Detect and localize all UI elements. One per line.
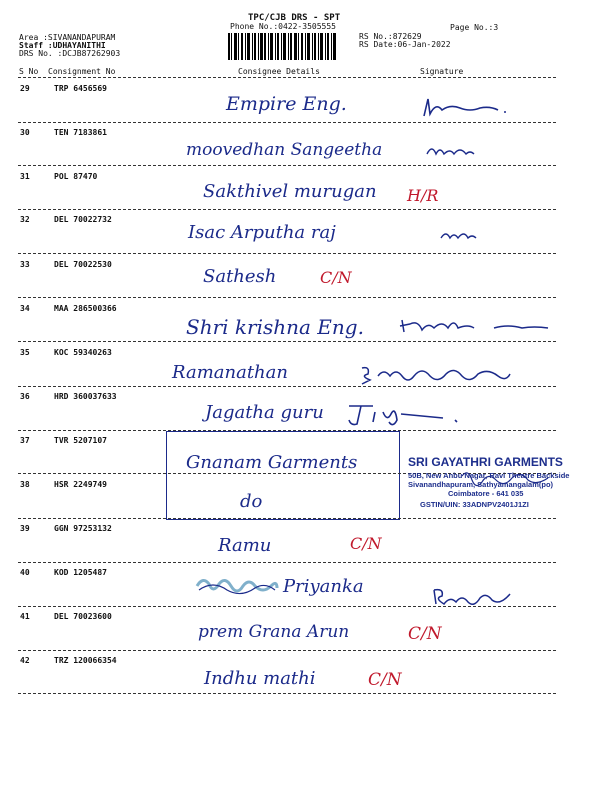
rs-number: RS No.:872629 (359, 32, 422, 41)
divider (18, 562, 556, 563)
divider (18, 650, 556, 651)
row-sno: 40 (20, 568, 30, 577)
divider (18, 165, 556, 166)
row-sno: 38 (20, 480, 30, 489)
delivery-note: C/N (320, 268, 352, 287)
row-consignment: KOD 1205487 (54, 568, 107, 577)
row-consignee: do (240, 491, 263, 512)
staff-label: Staff :UDHAYANITHI (19, 41, 106, 50)
barcode-icon (228, 33, 336, 60)
row-sno: 36 (20, 392, 30, 401)
divider (18, 386, 556, 387)
row-consignment: TEN 7183861 (54, 128, 107, 137)
row-sno: 30 (20, 128, 30, 137)
row-consignee: Priyanka (283, 576, 364, 597)
row-consignee: Ramanathan (172, 362, 288, 383)
divider (18, 253, 556, 254)
divider (18, 209, 556, 210)
row-consignment: GGN 97253132 (54, 524, 112, 533)
divider (18, 77, 556, 78)
signature-icon (424, 142, 476, 160)
row-consignment: DEL 70022530 (54, 260, 112, 269)
signature-icon (398, 316, 550, 336)
signature-icon (420, 96, 510, 118)
stamp-address-line3: Coimbatore - 641 035 (448, 489, 524, 498)
signature-icon (458, 466, 552, 492)
divider (18, 518, 556, 519)
signature-icon (430, 586, 516, 608)
signature-icon (343, 402, 463, 428)
rs-date: RS Date:06-Jan-2022 (359, 40, 451, 49)
document-title: TPC/CJB DRS - SPT (248, 13, 341, 23)
row-sno: 37 (20, 436, 30, 445)
row-sno: 39 (20, 524, 30, 533)
row-consignee: moovedhan Sangeetha (186, 140, 383, 160)
col-consignment: Consignment No (48, 67, 116, 76)
delivery-note: C/N (408, 624, 442, 644)
delivery-note: C/N (350, 534, 382, 553)
delivery-note: H/R (407, 186, 439, 205)
row-consignment: TRP 6456569 (54, 84, 107, 93)
row-sno: 33 (20, 260, 30, 269)
row-consignee: Jagatha guru (205, 402, 324, 423)
col-consignee: Consignee Details (238, 67, 320, 76)
col-sno: S No (19, 67, 39, 76)
drs-number: DRS No. :DCJB87262903 (19, 49, 121, 58)
row-consignment: TRZ 120066354 (54, 656, 117, 665)
row-consignment: TVR 5207107 (54, 436, 107, 445)
stamp-name: SRI GAYATHRI GARMENTS (408, 455, 563, 469)
row-consignment: DEL 70022732 (54, 215, 112, 224)
row-consignee: Isac Arputha raj (188, 222, 336, 243)
col-signature: Signature (420, 67, 464, 76)
phone-number: Phone No.:0422-3505555 (230, 22, 336, 31)
row-consignee: Sakthivel murugan (203, 181, 377, 202)
row-consignee: Empire Eng. (226, 93, 347, 115)
row-consignment: POL 87470 (54, 172, 98, 181)
row-sno: 42 (20, 656, 30, 665)
row-sno: 35 (20, 348, 30, 357)
row-consignment: DEL 70023600 (54, 612, 112, 621)
signature-icon (358, 364, 514, 386)
row-consignee: Gnanam Garments (186, 452, 358, 473)
row-consignee: Sathesh (203, 266, 277, 287)
row-consignee: Indhu mathi (204, 668, 316, 689)
divider (18, 341, 556, 342)
signature-icon (438, 228, 478, 244)
row-consignee: Ramu (218, 535, 272, 556)
stamp-gstin: GSTIN/UIN: 33ADNPV2401J1ZI (420, 500, 529, 509)
row-sno: 29 (20, 84, 30, 93)
divider (18, 297, 556, 298)
row-consignee: prem Grana Arun (198, 622, 350, 642)
bracket-box (166, 431, 400, 520)
stamp-address-line1: 50B, New Anbu Nagar, Ravi Theatre Backside (408, 471, 570, 480)
stamp-address-line2: Sivanandhapuram, Sathyamangalam(po) (408, 480, 554, 489)
row-consignment: HSR 2249749 (54, 480, 107, 489)
row-sno: 41 (20, 612, 30, 621)
row-consignment: KOC 59340263 (54, 348, 112, 357)
divider (18, 606, 556, 607)
delivery-note: C/N (368, 670, 402, 690)
scribble-icon (193, 574, 279, 598)
page-number: Page No.:3 (450, 23, 499, 32)
divider (18, 693, 556, 694)
row-consignee: Shri krishna Eng. (186, 315, 364, 339)
row-sno: 31 (20, 172, 30, 181)
row-sno: 34 (20, 304, 30, 313)
row-sno: 32 (20, 215, 30, 224)
area-label: Area :SIVANANDAPURAM (19, 33, 116, 42)
row-consignment: MAA 286500366 (54, 304, 117, 313)
row-consignment: HRD 360037633 (54, 392, 117, 401)
divider (18, 122, 556, 123)
